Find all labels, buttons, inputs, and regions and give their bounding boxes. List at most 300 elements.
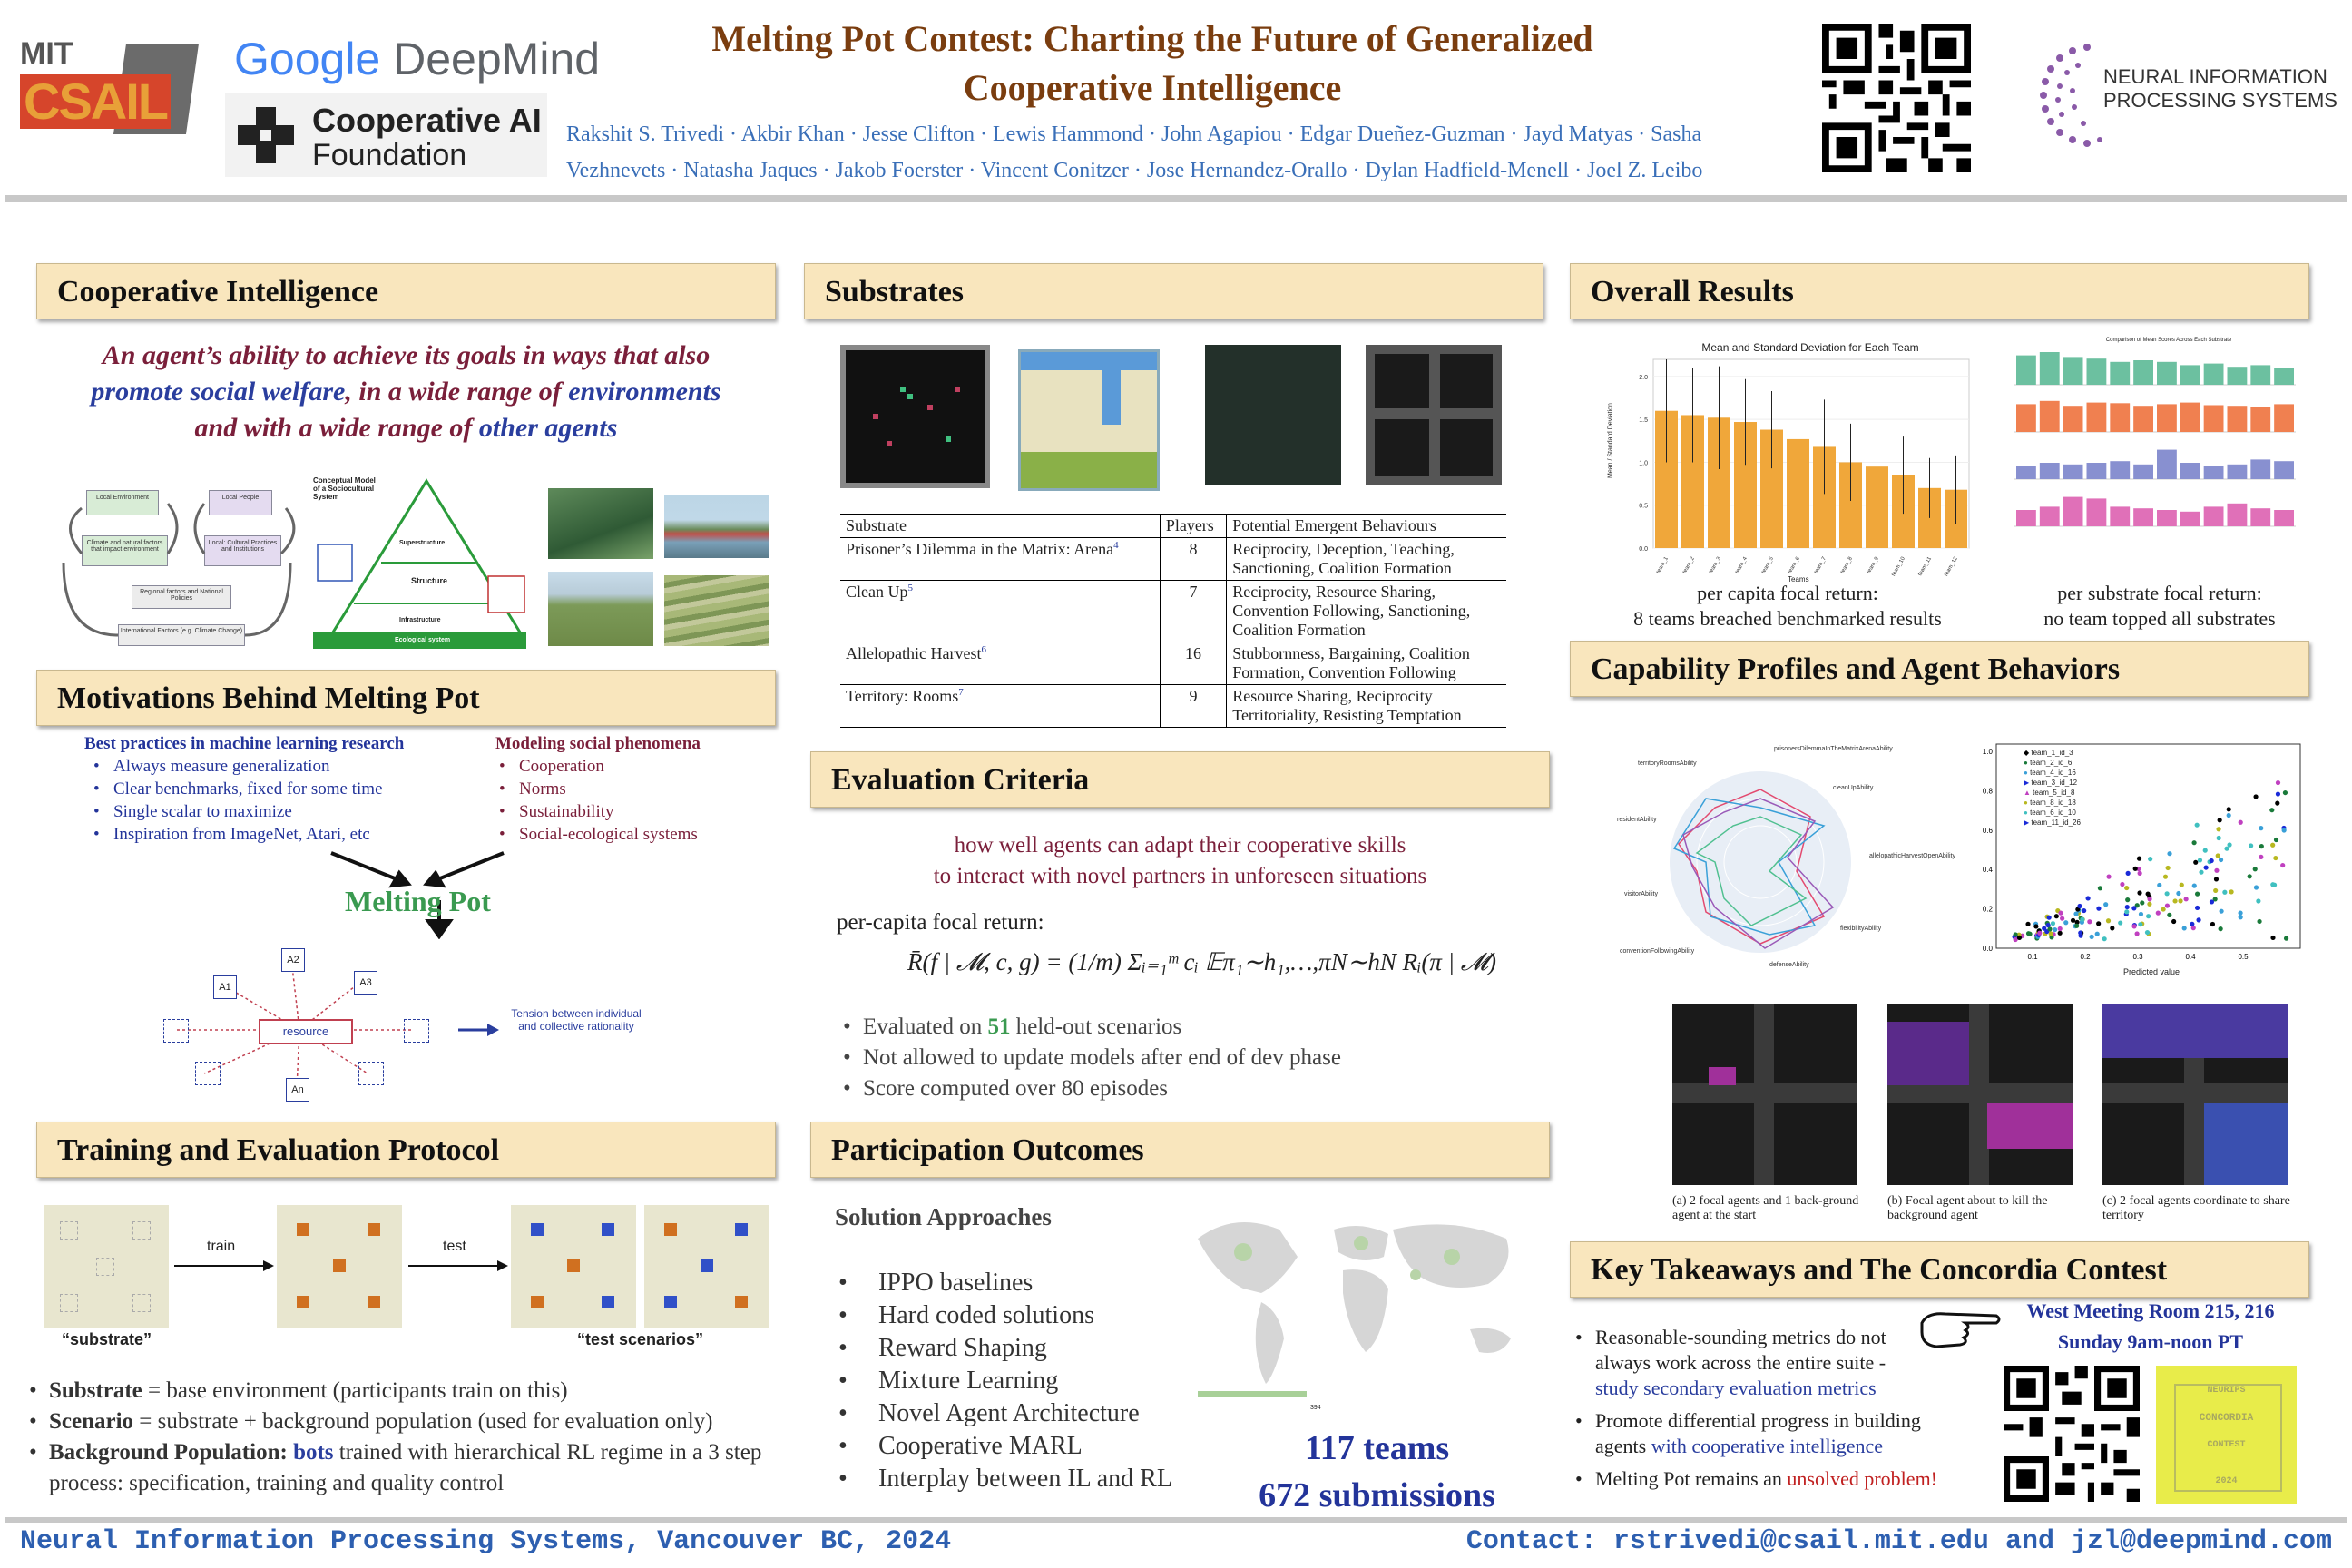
substrate-bar: [2016, 404, 2036, 432]
substrate-bar: [2133, 465, 2153, 479]
territory-paint: [1887, 1022, 1969, 1085]
scatter-point: [2199, 870, 2203, 875]
cell-players: 7: [1160, 581, 1226, 642]
citation[interactable]: 4: [1113, 540, 1119, 551]
scatter-point: [2210, 922, 2215, 926]
substrate-bar: [2110, 506, 2130, 526]
takeaway-item: [1572, 1466, 1971, 1492]
poster-title: [563, 15, 1742, 113]
substrate-name: Territory: Rooms: [846, 687, 959, 705]
test-scenario-image-2: [644, 1205, 769, 1328]
text: Reasonable-sounding metrics do not always work across the entire suite -: [1595, 1326, 1886, 1374]
solution-item: • Hard coded solutions: [835, 1299, 1216, 1332]
solution-approaches-title: Solution Approaches: [835, 1203, 1052, 1230]
scatter-point: [2087, 919, 2092, 924]
chart-title: Mean and Standard Deviation for Each Team: [1701, 341, 1919, 354]
legend-item: [2024, 808, 2081, 818]
y-tick-label: 0.0: [1639, 546, 1648, 553]
legend-item: [2024, 788, 2081, 798]
scatter-point: [2239, 915, 2243, 919]
substrate-bar: [2180, 512, 2200, 526]
substrate-bar: [2274, 510, 2294, 526]
cell-behaviours: Stubbornness, Bargaining, Coalition Formation, Convention Following: [1227, 642, 1506, 685]
scatter-point: [2176, 891, 2180, 896]
scatter-point: [2276, 791, 2280, 796]
scatter-point: [2125, 897, 2130, 902]
citation[interactable]: 5: [907, 583, 913, 593]
scatter-point: [2037, 931, 2042, 936]
legend-item: [2024, 818, 2081, 828]
text: Melting Pot remains an: [1595, 1467, 1788, 1490]
scatter-point: [2274, 838, 2278, 842]
legend-item: [2024, 758, 2081, 768]
cooperative-ai-logo: [225, 93, 547, 177]
citation[interactable]: 6: [981, 644, 986, 655]
legend-label: team_5_id_8: [2033, 789, 2075, 797]
scatter-point: [2216, 853, 2220, 858]
col-header: Players: [1160, 514, 1226, 538]
agent-sprite: [664, 1223, 677, 1236]
formula-label: per-capita focal return:: [837, 910, 1044, 935]
submissions-count: 672 submissions: [1259, 1476, 1495, 1514]
substrate-bar: [2040, 463, 2060, 479]
scatter-point: [2126, 871, 2131, 876]
table-header: [840, 514, 1506, 538]
term-bots: bots: [293, 1440, 334, 1465]
scatter-point: [2078, 930, 2082, 935]
text: Promote differential progress in building agents: [1595, 1409, 1921, 1457]
section-heading: Substrates: [825, 275, 965, 309]
agent-sprite: [664, 1296, 677, 1308]
highlight: unsolved problem!: [1787, 1467, 1938, 1490]
ecosystem-label: Ecological system: [395, 637, 451, 643]
substrate-bar: [2110, 362, 2130, 385]
scatter-point: [2156, 911, 2161, 916]
ml-title: Best practices in machine learning research: [84, 734, 405, 753]
scatter-point: [2074, 924, 2079, 928]
social-item: • Sustainability: [495, 800, 768, 823]
scatter-point: [2147, 902, 2151, 906]
scatter-point: [2253, 794, 2258, 799]
substrate-thumb-clean-up: [1018, 349, 1160, 491]
scatter-point: [2238, 911, 2242, 916]
substrate-thumb-prisoners-dilemma: [840, 345, 990, 488]
scatter-point: [2269, 808, 2274, 812]
photo-rice-terraces: [664, 575, 769, 646]
item-sprite: [907, 394, 913, 399]
x-tick-label: team_2: [1681, 556, 1696, 575]
solution-item: • Mixture Learning: [835, 1365, 1216, 1397]
caption-line: per capita focal return:: [1697, 582, 1878, 604]
caption-line: 8 teams breached benchmarked results: [1633, 607, 1942, 630]
scatter-point: [2137, 857, 2141, 861]
scatter-point: [2256, 898, 2260, 903]
scatter-point: [2098, 886, 2102, 890]
teams-count: 117 teams: [1304, 1429, 1450, 1467]
substrate-bar: [2250, 407, 2270, 432]
y-tick-label: 1.0: [1982, 748, 1993, 756]
ml-item: • Always measure generalization: [90, 755, 447, 778]
resource-diagram: [159, 944, 685, 1107]
scatter-point: [2148, 857, 2152, 861]
quote-environments: environments: [568, 377, 721, 407]
eval-bullet: [839, 1012, 1547, 1043]
pyramid-title: Conceptual Model of a Sociocultural System: [313, 476, 376, 501]
scatter-point: [2103, 902, 2108, 906]
scatter-point: [2118, 920, 2122, 925]
substrate-table: [840, 514, 1506, 728]
legend-label: team_6_id_10: [2030, 808, 2076, 817]
substrate-bar: [2087, 358, 2107, 385]
world-map: [1180, 1202, 1543, 1402]
cell-substrate: [840, 581, 1160, 642]
title-line-1: Melting Pot Contest: Charting the Future of Generalized: [711, 18, 1593, 59]
substrate-bar: [2157, 450, 2177, 479]
climate-box: Climate and natural factors that impact environment: [82, 535, 168, 566]
y-tick-label: 0.8: [1982, 787, 1993, 796]
quote-line-1: An agent’s ability to achieve its goals in ways that also: [102, 340, 710, 370]
spawn-slot: [60, 1294, 78, 1312]
scatter-point: [2135, 931, 2140, 936]
quote-line-3: [36, 410, 776, 446]
scatter-point: [2270, 882, 2275, 887]
ml-item: • Inspiration from ImageNet, Atari, etc: [90, 823, 447, 846]
scatter-point: [2217, 836, 2221, 840]
x-tick-label: 0.3: [2132, 953, 2143, 961]
capability-radar: [1606, 735, 1955, 980]
substrate-image: [44, 1205, 169, 1328]
x-tick-label: 0.5: [2238, 953, 2249, 961]
cell-substrate: [840, 685, 1160, 728]
test-arrow: [408, 1257, 510, 1275]
agent-placeholder: [358, 1062, 384, 1085]
wall-v: [1969, 1004, 1989, 1185]
scatter-point: [2073, 911, 2078, 916]
river: [1021, 352, 1157, 370]
formula: R̄(f | 𝓜, c, g) = (1/m) Σᵢ₌₁ᵐ cᵢ 𝔼π₁∼h₁,…,πN∼hN Rᵢ(π | 𝓜): [907, 948, 1497, 975]
tagline-2: to interact with novel partners in unforeseen situations: [933, 864, 1427, 888]
chart-ylabel: Mean / Standard Deviation: [1607, 403, 1614, 478]
substrate-bar: [2133, 508, 2153, 526]
x-tick-label: team_9: [1866, 556, 1880, 575]
substrate-bar: [2228, 406, 2248, 432]
concordia-badge: [2156, 1366, 2297, 1504]
csail-text: CSAIL: [20, 74, 171, 129]
authors-line-1: Rakshit S. Trivedi · Akbir Khan · Jesse Clifton · Lewis Hammond · John Agapiou · Edgar Dueñez-Guzman · Jayd Matyas · Sasha: [566, 122, 1702, 146]
scatter-point: [2163, 875, 2168, 879]
agent-sprite: [735, 1296, 748, 1308]
takeaway-item: [1572, 1325, 1971, 1401]
footer-contact[interactable]: Contact: rstrivedi@csail.mit.edu and jzl@deepmind.com: [1465, 1526, 2332, 1557]
scatter-point: [2145, 930, 2150, 935]
scatter-point: [2254, 885, 2259, 889]
scatter-point: [2161, 906, 2166, 911]
scatter-point: [2063, 920, 2068, 925]
definition-scenario: [25, 1406, 779, 1437]
behavior-frame-b: [1887, 1004, 2073, 1185]
scatter-point: [2102, 936, 2107, 941]
scatter-point: [2139, 912, 2143, 916]
section-heading: Evaluation Criteria: [831, 763, 1090, 797]
definition: trained with hierarchical RL regime in a 3 step process: specification, training and quality control: [49, 1440, 762, 1495]
qr-code[interactable]: [1822, 24, 1971, 172]
eval-tagline: [810, 830, 1550, 892]
scatter-point: [2086, 896, 2091, 900]
grass: [1021, 452, 1157, 488]
scatter-point: [2227, 807, 2231, 811]
substrate-bar: [2228, 465, 2248, 479]
header-divider: [5, 195, 2347, 202]
header: [0, 0, 2352, 195]
sociocultural-pyramid: [313, 476, 526, 653]
y-tick-label: 0.5: [1639, 503, 1648, 510]
tagline-1: how well agents can adapt their cooperative skills: [954, 833, 1406, 858]
scatter-point: [2167, 913, 2171, 917]
scatter-point: [2259, 826, 2263, 830]
agent-placeholder: [404, 1019, 429, 1043]
scatter-point: [2210, 899, 2214, 904]
legend-marker: ●: [2024, 808, 2031, 817]
caption-line: no team topped all substrates: [2043, 607, 2276, 630]
scatter-point: [2166, 866, 2171, 870]
scatter-point: [2253, 867, 2258, 871]
y-tick-label: 1.0: [1639, 460, 1648, 467]
legend-item: [2024, 748, 2081, 758]
scenario-count: 51: [987, 1014, 1011, 1039]
x-tick-label: 0.4: [2185, 953, 2196, 961]
train-label: train: [207, 1239, 236, 1254]
infrastructure-label: Infrastructure: [399, 617, 441, 623]
small-multiples-svg: [1978, 347, 2305, 546]
title-line-2: Cooperative Intelligence: [963, 67, 1342, 108]
legend-label: team_3_id_12: [2031, 779, 2078, 787]
section-heading: Capability Profiles and Agent Behaviors: [1591, 652, 2121, 686]
scatter-point: [2137, 890, 2141, 895]
section-participation: [810, 1122, 1550, 1178]
substrate-bar: [2157, 510, 2177, 526]
item-sprite: [900, 387, 906, 392]
scatter-point: [2193, 860, 2198, 865]
scatter-point: [2095, 932, 2100, 936]
scatter-point: [2058, 911, 2063, 916]
test-scenarios-caption: “test scenarios”: [577, 1330, 704, 1348]
agent-sprite: [531, 1223, 544, 1236]
substrate-bar: [2274, 404, 2294, 432]
results-caption-1: [1597, 581, 1978, 632]
scatter-point: [2133, 867, 2138, 871]
coop-quote: [36, 338, 776, 446]
scatter-svg: [1969, 735, 2309, 980]
scatter-point: [2219, 926, 2223, 931]
solution-item: • Novel Agent Architecture: [835, 1397, 1216, 1430]
solution-item: • Cooperative MARL: [835, 1430, 1216, 1463]
scatter-legend: [2024, 748, 2081, 828]
environment-diagram: [54, 481, 299, 653]
radar-label: residentAbility: [1617, 817, 1657, 823]
section-heading: Overall Results: [1591, 275, 1794, 309]
x-tick-label: team_6: [1787, 556, 1801, 575]
small-chart-title: Comparison of Mean Scores Across Each Substrate: [2105, 338, 2232, 343]
cell-players: 9: [1160, 685, 1226, 728]
scatter-point: [2178, 898, 2182, 903]
scatter-point: [2190, 922, 2194, 926]
legend-item: [2024, 768, 2081, 778]
x-tick-label: team_1: [1655, 556, 1670, 575]
substrate-name: Clean Up: [846, 583, 908, 601]
scatter-point: [2124, 909, 2129, 914]
scatter-point: [2138, 871, 2142, 876]
cell-substrate: [840, 538, 1160, 581]
train-scenario-image: [277, 1205, 402, 1328]
resource-box: resource: [259, 1019, 353, 1044]
takeaway-item: [1572, 1408, 1971, 1459]
scatter-point: [2270, 936, 2275, 940]
radar-label: conventionFollowingAbility: [1620, 948, 1695, 955]
chart-xlabel: Teams: [1788, 575, 1809, 583]
scatter-point: [2283, 790, 2288, 795]
scatter-point: [2124, 886, 2129, 890]
training-definitions: [25, 1376, 779, 1499]
substrate-bar: [2274, 461, 2294, 479]
scatter-xlabel: Predicted value: [2123, 967, 2180, 976]
photo-forest: [548, 488, 653, 559]
scatter-point: [2198, 858, 2202, 862]
social-item: • Norms: [495, 778, 768, 800]
citation[interactable]: 7: [958, 687, 964, 698]
scatter-point: [2275, 801, 2279, 806]
caption-line: per substrate focal return:: [2057, 582, 2262, 604]
term: Background Population:: [49, 1440, 294, 1465]
substrate-bar: [2274, 368, 2294, 385]
legend-marker: ▲: [2024, 789, 2034, 797]
scatter-point: [2222, 890, 2227, 895]
table-row: [840, 581, 1506, 642]
results-caption-2: [1978, 581, 2341, 632]
scatter-point: [2196, 917, 2200, 922]
agent-sprite: [531, 1296, 544, 1308]
scatter-point: [2110, 926, 2114, 930]
highlight: with cooperative intelligence: [1651, 1435, 1884, 1457]
scatter-point: [2230, 889, 2234, 894]
substrate-bar: [2204, 405, 2224, 432]
substrate-bar: [2204, 466, 2224, 479]
agent-sprite: [368, 1296, 380, 1308]
highlight: study secondary evaluation metrics: [1595, 1377, 1877, 1399]
agent-sprite: [368, 1223, 380, 1236]
eval-bullet: • Not allowed to update models after end of dev phase: [839, 1043, 1547, 1073]
google-deepmind-logo: [234, 33, 600, 85]
scatter-point: [2259, 855, 2263, 859]
scatter-point: [2192, 884, 2197, 888]
neurips-logo: [2033, 36, 2337, 154]
substrate-thumb-territory: [1366, 345, 1502, 485]
scatter-point: [2270, 843, 2275, 848]
solution-item: • IPPO baselines: [835, 1267, 1216, 1299]
local-people-box: Local People: [209, 490, 272, 515]
substrate-caption: “substrate”: [62, 1330, 152, 1348]
legend-marker: ◆: [2024, 749, 2032, 757]
y-tick-label: 0.2: [1982, 905, 1993, 914]
substrate-bar: [2228, 504, 2248, 526]
radar-label: territoryRoomsAbility: [1638, 760, 1697, 767]
legend-marker: ▶: [2024, 779, 2032, 787]
section-evaluation: [810, 751, 1550, 808]
quote-line-2: [36, 374, 776, 410]
quote-social-welfare: promote social welfare: [91, 377, 346, 407]
neurips-text-2: PROCESSING SYSTEMS: [2103, 89, 2337, 112]
col-header: Substrate: [840, 514, 1160, 538]
frame-caption-b: (b) Focal agent about to kill the background agent: [1887, 1194, 2048, 1222]
tension-text: Tension between individual and collective rationality: [511, 1007, 642, 1033]
scatter-point: [2165, 891, 2170, 896]
scatter-point: [2239, 820, 2243, 825]
radar-label: flexibilityAbility: [1840, 926, 1882, 932]
scatter-point: [2047, 916, 2052, 920]
x-tick-label: team_5: [1760, 556, 1775, 575]
legend-label: team_11_id_26: [2031, 818, 2081, 827]
eval-bullets: [839, 1012, 1547, 1104]
scatter-point: [2047, 926, 2052, 931]
substrate-bar: [2063, 465, 2083, 479]
motivation-social: [495, 732, 768, 846]
table-row: [840, 685, 1506, 728]
scatter-point: [2195, 892, 2200, 897]
substrate-bar: [2016, 466, 2036, 479]
term: Scenario: [49, 1409, 134, 1434]
scatter-point: [2284, 936, 2288, 941]
substrate-bar: [2180, 403, 2200, 432]
x-tick-label: team_8: [1839, 556, 1854, 575]
scatter-point: [2058, 931, 2063, 936]
footer-divider: [5, 1517, 2347, 1523]
section-training: [36, 1122, 776, 1178]
x-tick-label: team_3: [1708, 556, 1722, 575]
y-tick-label: 0.6: [1982, 826, 1993, 835]
section-cooperative-intelligence: [36, 263, 776, 319]
ml-item: • Clear benchmarks, fixed for some time: [90, 778, 447, 800]
social-list: [495, 755, 768, 846]
scatter-point: [2140, 900, 2144, 905]
scatter-point: [2195, 906, 2200, 910]
section-heading: Motivations Behind Melting Pot: [57, 681, 480, 715]
quote-text: , in a wide range of: [345, 377, 569, 407]
section-capability: [1570, 641, 2309, 697]
scatter-point: [2204, 865, 2209, 869]
scatter-point: [2049, 931, 2053, 936]
social-item: • Cooperation: [495, 755, 768, 778]
scatter-point: [2276, 780, 2280, 785]
item-sprite: [955, 387, 960, 392]
train-arrow: [174, 1257, 276, 1275]
agent-sprite: [735, 1223, 748, 1236]
scatter-point: [2017, 936, 2022, 940]
scatter-point: [2259, 844, 2264, 848]
substrate-bar: [2087, 403, 2107, 432]
x-tick-label: team_4: [1734, 556, 1749, 575]
table-row: [840, 538, 1506, 581]
substrate-bar: [2250, 508, 2270, 526]
behavior-scatter: [1969, 735, 2309, 980]
section-overall-results: [1570, 263, 2309, 319]
definition-substrate: [25, 1376, 779, 1406]
substrate-bar: [2204, 506, 2224, 526]
quote-text: and with a wide range of: [194, 413, 479, 443]
scatter-point: [2157, 883, 2161, 887]
concordia-qr-code[interactable]: [2004, 1366, 2140, 1502]
radar-label: cleanUpAbility: [1833, 785, 1874, 791]
section-motivations: [36, 670, 776, 726]
scatter-point: [2273, 856, 2278, 860]
